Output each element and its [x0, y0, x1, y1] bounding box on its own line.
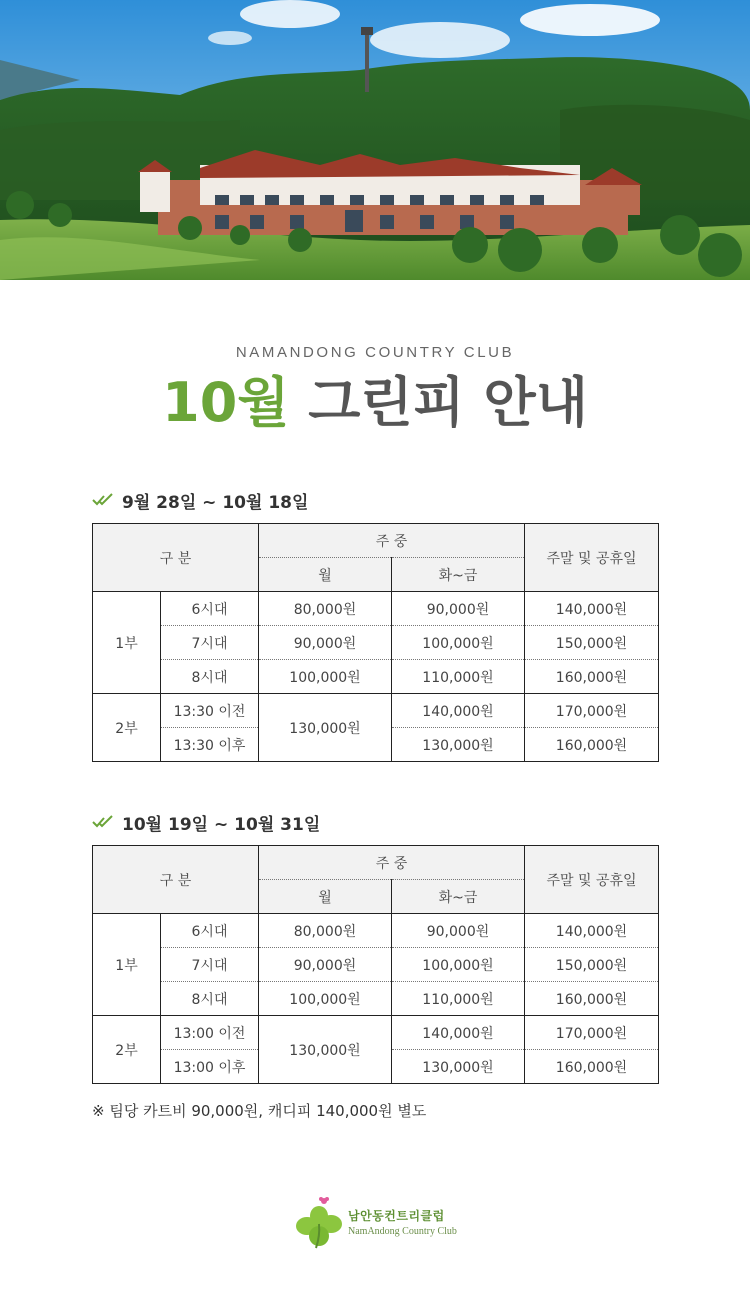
price-tue-fri: 130,000원: [392, 1050, 525, 1084]
green-fee-table-2: [92, 845, 659, 1084]
header-tue-fri: 화~금: [392, 558, 525, 592]
club-name-kicker: NAMANDONG COUNTRY CLUB: [235, 344, 515, 361]
time-slot: 6시대: [161, 914, 259, 948]
price-weekend: 170,000원: [525, 694, 659, 728]
double-check-icon: [92, 815, 116, 829]
time-slot: 13:00 이전: [161, 1016, 259, 1050]
period-text: 10월 19일 ~ 10월 31일: [122, 814, 321, 835]
price-tue-fri: 110,000원: [392, 982, 525, 1016]
price-tue-fri: 110,000원: [392, 660, 525, 694]
group-label-part2: 2부: [93, 694, 161, 762]
price-monday-merged: 130,000원: [259, 1016, 392, 1084]
header-category: 구 분: [93, 846, 259, 914]
period-text: 9월 28일 ~ 10월 18일: [122, 492, 309, 513]
price-monday: 80,000원: [259, 592, 392, 626]
group-label-part2: 2부: [93, 1016, 161, 1084]
price-tue-fri: 100,000원: [392, 948, 525, 982]
table-row: [93, 1016, 659, 1050]
time-slot: 8시대: [161, 660, 259, 694]
group-label-part1: 1부: [93, 914, 161, 1016]
logo-name-english: NamAndong Country Club: [348, 1226, 457, 1237]
header-weekend: 주말 및 공휴일: [525, 846, 659, 914]
time-slot: 7시대: [161, 626, 259, 660]
header-monday: 월: [259, 558, 392, 592]
price-monday: 80,000원: [259, 914, 392, 948]
extra-fee-note: ※ 팀당 카트비 90,000원, 캐디피 140,000원 별도: [92, 1102, 427, 1120]
price-weekend: 160,000원: [525, 728, 659, 762]
title-month: 10월: [162, 371, 290, 434]
table-row: [93, 948, 659, 982]
time-slot: 8시대: [161, 982, 259, 1016]
header-weekend: 주말 및 공휴일: [525, 524, 659, 592]
table-row: [93, 660, 659, 694]
table-row: [93, 592, 659, 626]
header-weekday: 주 중: [259, 846, 525, 880]
price-weekend: 160,000원: [525, 1050, 659, 1084]
price-weekend: 170,000원: [525, 1016, 659, 1050]
time-slot: 13:00 이후: [161, 1050, 259, 1084]
header-monday: 월: [259, 880, 392, 914]
header-category: 구 분: [93, 524, 259, 592]
price-weekend: 140,000원: [525, 592, 659, 626]
header-weekday: 주 중: [259, 524, 525, 558]
time-slot: 7시대: [161, 948, 259, 982]
logo-name-korean: 남안동컨트리클럽: [348, 1209, 445, 1223]
price-tue-fri: 100,000원: [392, 626, 525, 660]
price-tue-fri: 140,000원: [392, 694, 525, 728]
price-weekend: 140,000원: [525, 914, 659, 948]
price-weekend: 160,000원: [525, 660, 659, 694]
price-monday-merged: 130,000원: [259, 694, 392, 762]
club-logo: [294, 1192, 474, 1252]
price-tue-fri: 140,000원: [392, 1016, 525, 1050]
price-weekend: 150,000원: [525, 626, 659, 660]
header-tue-fri: 화~금: [392, 880, 525, 914]
title-text: 그린피 안내: [289, 371, 588, 434]
clover-logo-icon: [294, 1194, 344, 1250]
page-title: [0, 368, 750, 438]
time-slot: 13:30 이전: [161, 694, 259, 728]
time-slot: 6시대: [161, 592, 259, 626]
double-check-icon: [92, 493, 116, 507]
time-slot: 13:30 이후: [161, 728, 259, 762]
table-row: [93, 914, 659, 948]
table-row: [93, 982, 659, 1016]
hero-clubhouse-photo: [0, 0, 750, 280]
price-monday: 100,000원: [259, 982, 392, 1016]
price-monday: 100,000원: [259, 660, 392, 694]
price-monday: 90,000원: [259, 948, 392, 982]
period-label-2: [92, 809, 320, 835]
green-fee-table-1: [92, 523, 659, 762]
period-label-1: [92, 487, 308, 513]
table-row: [93, 694, 659, 728]
table-row: [93, 626, 659, 660]
group-label-part1: 1부: [93, 592, 161, 694]
price-tue-fri: 90,000원: [392, 592, 525, 626]
price-weekend: 150,000원: [525, 948, 659, 982]
clubhouse-illustration: [0, 0, 750, 280]
price-monday: 90,000원: [259, 626, 392, 660]
price-weekend: 160,000원: [525, 982, 659, 1016]
price-tue-fri: 90,000원: [392, 914, 525, 948]
price-tue-fri: 130,000원: [392, 728, 525, 762]
